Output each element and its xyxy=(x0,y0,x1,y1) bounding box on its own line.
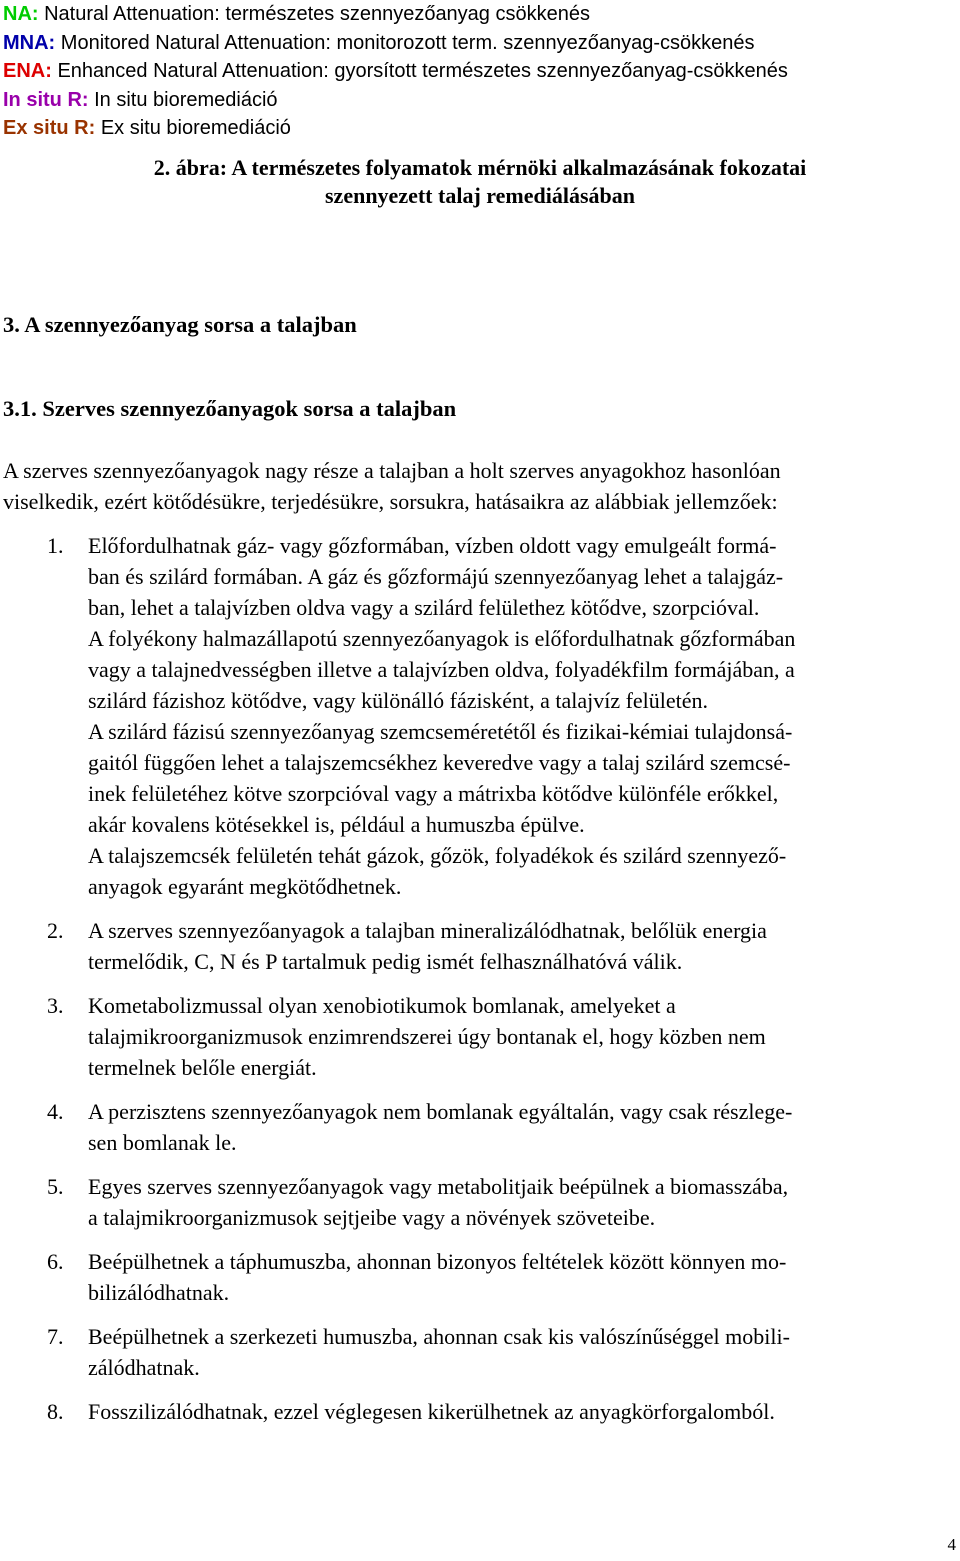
list-item-number: 7. xyxy=(47,1324,64,1349)
list-item-line: A talajszemcsék felületén tehát gázok, gőzök, folyadékok és szilárd szennyező- xyxy=(88,843,787,868)
paragraph-line: viselkedik, ezért kötődésükre, terjedésükre, sorsukra, hatásaikra az alábbiak jellemzőek: xyxy=(3,489,778,514)
list-item-line: A szilárd fázisú szennyezőanyag szemcseméretétől és fizikai-kémiai tulajdonsá- xyxy=(88,719,793,744)
legend-row-mna xyxy=(3,29,788,58)
list-item-line: talajmikroorganizmusok enzimrendszerei úgy bontanak el, hogy közben nem xyxy=(88,1024,766,1049)
list-item-line: anyagok egyaránt megkötődhetnek. xyxy=(88,874,402,899)
legend-row-in-situ xyxy=(3,86,788,115)
list-item xyxy=(0,915,960,977)
list-item-number: 4. xyxy=(47,1099,64,1124)
list-item-line: bilizálódhatnak. xyxy=(88,1280,230,1305)
list-item-line: Előfordulhatnak gáz- vagy gőzformában, vízben oldott vagy emulgeált formá- xyxy=(88,533,777,558)
list-item-number: 1. xyxy=(47,533,64,558)
legend-row-na xyxy=(3,0,788,29)
list-item-line: zálódhatnak. xyxy=(88,1355,200,1380)
list-item xyxy=(0,1096,960,1158)
list-item-line: Kometabolizmussal olyan xenobiotikumok bomlanak, amelyeket a xyxy=(88,993,676,1018)
list-item-line: szilárd fázishoz kötődve, vagy különálló fázisként, a talajvíz felületén. xyxy=(88,688,709,713)
list-item-line: Egyes szerves szennyezőanyagok vagy metabolitjaik beépülnek a biomasszába, xyxy=(88,1174,789,1199)
list-item-line: sen bomlanak le. xyxy=(88,1130,237,1155)
list-item xyxy=(0,1396,960,1427)
list-item-line: termelnek belőle energiát. xyxy=(88,1055,317,1080)
list-item-line: Beépülhetnek a táphumuszba, ahonnan bizonyos feltételek között könnyen mo- xyxy=(88,1249,787,1274)
legend-row-ex-situ xyxy=(3,114,788,143)
legend-abbr: ENA: xyxy=(3,60,52,82)
list-item-line: A folyékony halmazállapotú szennyezőanyagok is előfordulhatnak gőzformában xyxy=(88,626,796,651)
list-item-line: A szerves szennyezőanyagok a talajban mineralizálódhatnak, belőlük energia xyxy=(88,918,767,943)
legend-abbr: Ex situ R: xyxy=(3,117,96,139)
list-item-number: 8. xyxy=(47,1399,64,1424)
list-item-number: 3. xyxy=(47,993,64,1018)
figure-caption-line: szennyezett talaj remediálásában xyxy=(325,183,635,208)
list-item xyxy=(0,990,960,1083)
legend-text: Enhanced Natural Attenuation: gyorsított természetes szennyezőanyag-csökkenés xyxy=(57,60,788,82)
abbreviation-legend xyxy=(3,0,788,143)
list-item-line: inek felületéhez kötve szorpcióval vagy a mátrixba kötődve különféle erőkkel, xyxy=(88,781,779,806)
list-item-line: Fosszilizálódhatnak, ezzel véglegesen kikerülhetnek az anyagkörforgalomból. xyxy=(88,1399,775,1424)
intro-paragraph xyxy=(3,455,955,517)
list-item-number: 2. xyxy=(47,918,64,943)
list-item-line: ban, lehet a talajvízben oldva vagy a szilárd felülethez kötődve, szorpcióval. xyxy=(88,595,760,620)
list-item xyxy=(0,1171,960,1233)
list-item-line: ban és szilárd formában. A gáz és gőzformájú szennyezőanyag lehet a talajgáz- xyxy=(88,564,784,589)
list-item-line: gaitól függően lehet a talajszemcsékhez keveredve vagy a talaj szilárd szemcsé- xyxy=(88,750,791,775)
list-item xyxy=(0,1321,960,1383)
list-item-line: akár kovalens kötésekkel is, például a humuszba épülve. xyxy=(88,812,585,837)
figure-caption xyxy=(0,154,960,210)
section-heading: 3. A szennyezőanyag sorsa a talajban xyxy=(3,312,357,337)
list-item-line: A perzisztens szennyezőanyagok nem bomlanak egyáltalán, vagy csak részlege- xyxy=(88,1099,793,1124)
subsection-heading: 3.1. Szerves szennyezőanyagok sorsa a talajban xyxy=(3,396,457,421)
list-item-line: termelődik, C, N és P tartalmuk pedig ismét felhasználhatóvá válik. xyxy=(88,949,683,974)
legend-text: In situ bioremediáció xyxy=(94,88,278,111)
legend-abbr: NA: xyxy=(3,3,39,25)
list-item-line: a talajmikroorganizmusok sejtjeibe vagy a növények szöveteibe. xyxy=(88,1205,656,1230)
list-item-line: vagy a talajnedvességben illetve a talajvízben oldva, folyadékfilm formájában, a xyxy=(88,657,795,682)
list-item-number: 6. xyxy=(47,1249,64,1274)
list-item-number: 5. xyxy=(47,1174,64,1199)
legend-row-ena xyxy=(3,57,788,86)
page-number: 4 xyxy=(947,1535,956,1554)
legend-text: Natural Attenuation: természetes szennyezőanyag csökkenés xyxy=(44,3,590,25)
legend-text: Ex situ bioremediáció xyxy=(100,117,291,139)
list-item xyxy=(0,530,960,902)
legend-abbr: MNA: xyxy=(3,31,56,54)
legend-text: Monitored Natural Attenuation: monitorozott term. szennyezőanyag-csökkenés xyxy=(60,31,755,54)
list-item xyxy=(0,1246,960,1308)
list-item-line: Beépülhetnek a szerkezeti humuszba, ahonnan csak kis valószínűséggel mobili- xyxy=(88,1324,790,1349)
figure-caption-line: 2. ábra: A természetes folyamatok mérnöki alkalmazásának fokozatai xyxy=(153,155,807,180)
paragraph-line: A szerves szennyezőanyagok nagy része a talajban a holt szerves anyagokhoz hasonlóan xyxy=(3,458,781,483)
legend-abbr: In situ R: xyxy=(3,88,89,111)
numbered-list xyxy=(0,530,960,1440)
